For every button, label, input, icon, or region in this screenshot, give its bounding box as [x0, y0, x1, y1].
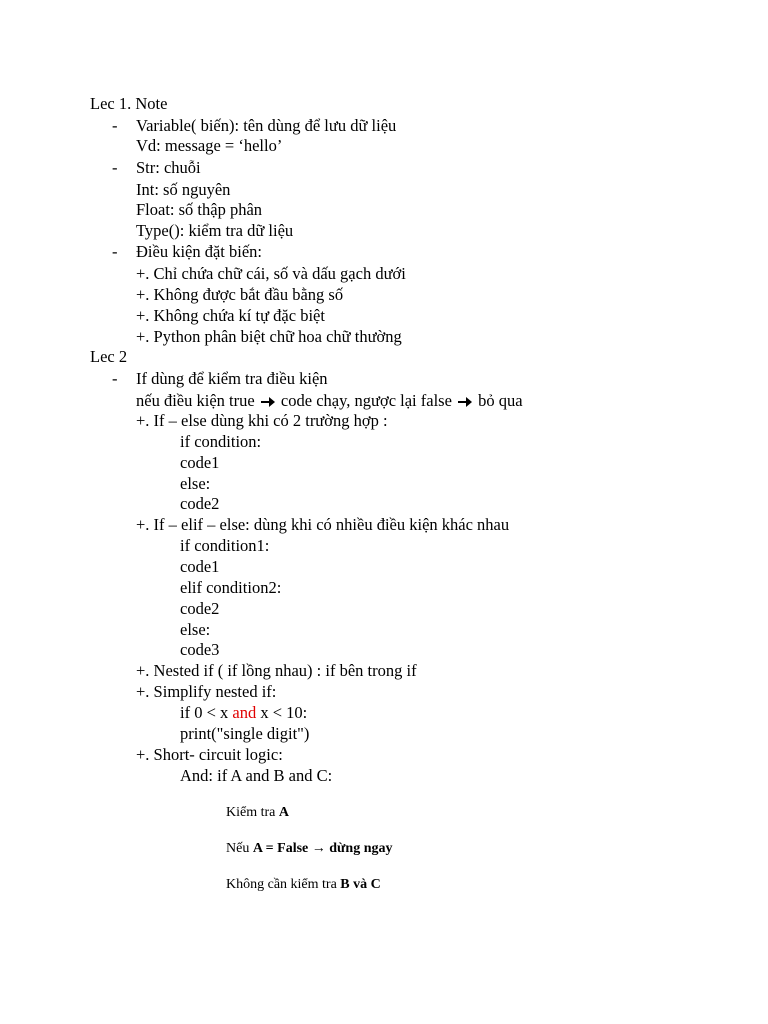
ifelse-heading: +. If – else dùng khi có 2 trường hợp : — [136, 411, 388, 430]
dieu-kien-line: Điều kiện đặt biến: — [136, 242, 263, 261]
and-keyword: and — [232, 703, 257, 722]
lec1-heading: Lec 1. Note — [90, 94, 168, 113]
code-line: code3 — [180, 640, 220, 659]
code-line: if condition: — [180, 432, 262, 451]
code-line: code2 — [180, 494, 220, 513]
code-line: code1 — [180, 453, 220, 472]
code-line: elif condition2: — [180, 578, 282, 597]
rule-line: +. Không được bắt đầu bằng số — [136, 285, 344, 304]
elif-heading: +. If – elif – else: dùng khi có nhiều điều kiện khác nhau — [136, 515, 510, 534]
if-explain-part: code chạy, ngược lại false — [280, 391, 452, 410]
bullet-dash: - — [112, 242, 118, 261]
code-line: if condition1: — [180, 536, 270, 555]
rule-line: +. Python phân biệt chữ hoa chữ thường — [136, 327, 402, 346]
if-explain-part: bỏ qua — [478, 391, 523, 410]
code-line — [180, 703, 307, 723]
bold-part: A — [278, 805, 289, 820]
variable-line: Variable( biến): tên dùng để lưu dữ liệu — [136, 116, 397, 135]
right-arrow-icon — [458, 397, 472, 407]
lec2-heading: Lec 2 — [90, 347, 128, 366]
bullet-dash: - — [112, 116, 118, 135]
text-part: Nếu — [226, 841, 250, 856]
code-line: code2 — [180, 599, 220, 618]
bold-part: B và C — [340, 877, 381, 892]
if-intro-line: If dùng để kiểm tra điều kiện — [136, 369, 328, 388]
kiemtra-line — [226, 803, 289, 823]
code-part: if 0 < x — [180, 703, 229, 722]
simplify-line: +. Simplify nested if: — [136, 682, 277, 701]
bullet-dash: - — [112, 158, 118, 177]
short-circuit-line: +. Short- circuit logic: — [136, 745, 283, 764]
bold-part: A = False → dừng ngay — [252, 841, 393, 856]
type-line: Type(): kiểm tra dữ liệu — [136, 221, 294, 240]
text-part: Kiểm tra — [226, 805, 276, 820]
vd-line: Vd: message = ‘hello’ — [136, 136, 283, 155]
neu-line — [226, 839, 393, 859]
text-part: Không cần kiểm tra — [226, 877, 337, 892]
right-arrow-icon — [261, 397, 275, 407]
int-line: Int: số nguyên — [136, 180, 231, 199]
rule-line: +. Không chứa kí tự đặc biệt — [136, 306, 325, 325]
if-explain-part: nếu điều kiện true — [136, 391, 255, 410]
nested-line: +. Nested if ( if lồng nhau) : if bên trong if — [136, 661, 417, 680]
code-line: else: — [180, 474, 211, 493]
code-part: x < 10: — [260, 703, 308, 722]
rule-line: +. Chỉ chứa chữ cái, số và dấu gạch dưới — [136, 264, 406, 283]
str-line: Str: chuỗi — [136, 158, 201, 177]
code-line: code1 — [180, 557, 220, 576]
and-line: And: if A and B and C: — [180, 766, 333, 785]
if-explain-line — [136, 391, 523, 411]
float-line: Float: số thập phân — [136, 200, 263, 219]
khong-line — [226, 875, 381, 895]
code-line: else: — [180, 620, 211, 639]
bullet-dash: - — [112, 369, 118, 388]
code-line: print("single digit") — [180, 724, 310, 743]
